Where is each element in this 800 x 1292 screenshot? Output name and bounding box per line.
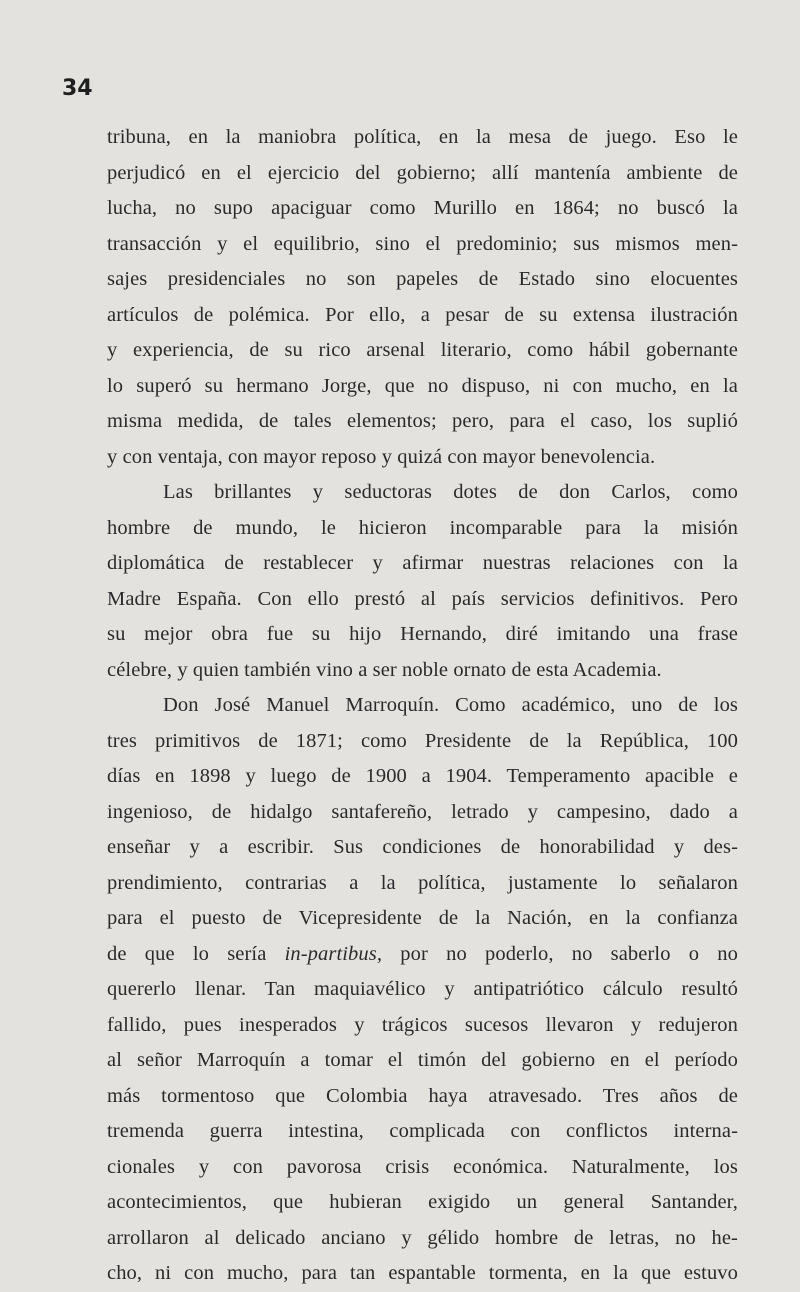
text-line: fallido, pues inesperados y trágicos sucesos llevaron y redujeron [107,1013,738,1036]
text-line: lo superó su hermano Jorge, que no dispuso, ni con mucho, en la [107,374,738,397]
text-line: acontecimientos, que hubieran exigido un general Santander, [107,1191,738,1213]
text-line: más tormentoso que Colombia haya atravesado. Tres años de [107,1084,738,1107]
text-line: quererlo llenar. Tan maquiavélico y antipatriótico cálculo resultó [107,978,738,1000]
line-end: por no poderlo, no saberlo o no [400,942,738,965]
text-line: enseñar y a escribir. Sus condiciones de honorabilidad y des- [107,836,738,858]
page-number: 34 [62,76,93,101]
text-line: al señor Marroquín a tomar el timón del gobierno en el período [107,1049,738,1071]
text-line: misma medida, de tales elementos; pero, para el caso, los suplió [107,410,738,432]
text-line: sajes presidenciales no son papeles de Estado sino elocuentes [107,268,738,290]
text-line: cionales y con pavorosa crisis económica. Naturalmente, los [107,1155,738,1178]
text-line: perjudicó en el ejercicio del gobierno; allí mantenía ambiente de [107,161,738,184]
text-line: ingenioso, de hidalgo santafereño, letrado y campesino, dado a [107,800,738,823]
text-line: prendimiento, contrarias a la política, justamente lo señalaron [107,871,738,894]
text-line: su mejor obra fue su hijo Hernando, diré imitando una frase [107,623,738,645]
line-start: de que lo sería [107,942,267,965]
text-line: tremenda guerra intestina, complicada con conflictos interna- [107,1120,738,1142]
text-line: lucha, no supo apaciguar como Murillo en 1864; no buscó la [107,197,738,219]
text-line: cho, ni con mucho, para tan espantable tormenta, en la que estuvo [107,1262,738,1284]
text-line: y experiencia, de su rico arsenal literario, como hábil gobernante [107,339,738,361]
text-line: transacción y el equilibrio, sino el predominio; sus mismos men- [107,232,738,255]
text-line: para el puesto de Vicepresidente de la Nación, en la confianza [107,907,738,929]
paragraph-start-line: Don José Manuel Marroquín. Como académico, uno de los [163,694,738,716]
paragraph-start-line: Las brillantes y seductoras dotes de don Carlos, como [163,481,738,503]
text-line: artículos de polémica. Por ello, a pesar de su extensa ilustración [107,303,738,326]
paragraph-end-line: y con ventaja, con mayor reposo y quizá con mayor benevolencia. [107,445,656,468]
text-line: tres primitivos de 1871; como Presidente de la República, 100 [107,729,738,752]
text-line: diplomática de restablecer y afirmar nuestras relaciones con la [107,552,738,574]
text-line: días en 1898 y luego de 1900 a 1904. Temperamento apacible e [107,765,738,787]
italic-phrase: in-partibus, [284,942,383,965]
text-line: tribuna, en la maniobra política, en la mesa de juego. Eso le [107,126,738,148]
body-text [107,120,738,1292]
paragraph-end-line: célebre, y quien también vino a ser noble ornato de esta Academia. [107,658,662,681]
text-line: Madre España. Con ello prestó al país servicios definitivos. Pero [107,587,738,610]
text-line: arrollaron al delicado anciano y gélido hombre de letras, no he- [107,1226,738,1249]
text-line-with-italic [107,937,738,973]
text-line: hombre de mundo, le hicieron incomparable para la misión [107,516,738,539]
